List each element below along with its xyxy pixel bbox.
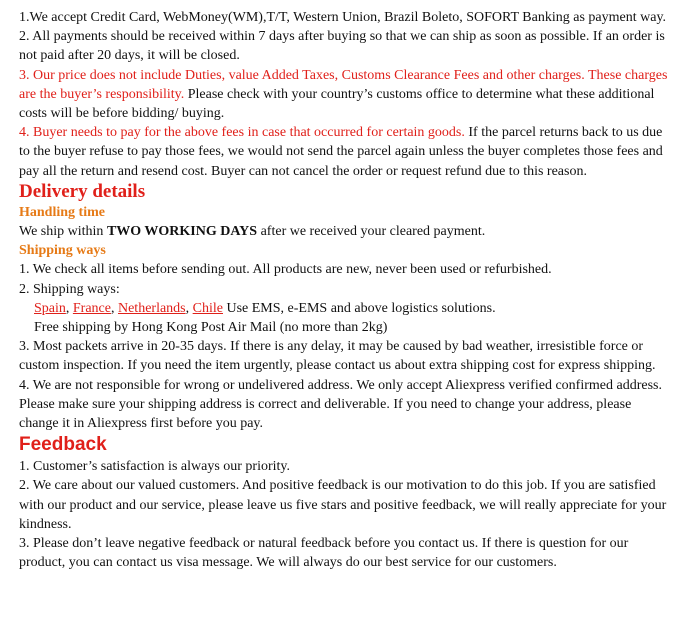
free-shipping-text: Free shipping by Hong Kong Post Air Mail (no more than 2kg) (34, 320, 388, 336)
shipping-item-2: 2. Shipping ways: (19, 281, 120, 297)
country-sep: , (65, 300, 73, 316)
handling-pre: We ship within (19, 224, 107, 240)
shipping-item-3: 3. Most packets arrive in 20-35 days. If there is any delay, it may be caused by bad weather, irresistible force or custom inspection. If you need the item urgently, please contact us about extra shipping cost for express shipping. (19, 339, 656, 374)
fees-note: If the parcel returns back to us due to the buyer refuse to pay those fees, we would not send the parcel again unless the buyer completes those fees and pay all the return and resend cost. Buyer can not cancel the order or request refund due to this reason. (19, 125, 663, 179)
countries-line (19, 299, 670, 318)
duties-warning: 3. Our price does not include Duties, value Added Taxes, Customs Clearance Fees and other charges. These charges are the buyer’s responsibility. (19, 67, 668, 102)
country-sep: , (185, 300, 193, 316)
handling-days: TWO WORKING DAYS (106, 224, 258, 240)
feedback-heading: Feedback (19, 434, 107, 456)
country-sep: , (110, 300, 118, 316)
shipping-ways-heading: Shipping ways (19, 243, 106, 259)
country-link-spain[interactable]: Spain (34, 300, 66, 316)
feedback-item-2: 2. We care about our valued customers. And positive feedback is our motivation to do this job. If you are satisfied with our product and our service, please leave us five stars and positive feedback, we will really appreciate for your kindness. (19, 478, 667, 532)
payment-deadline-text: 2. All payments should be received within 7 days after buying so that we can ship as soon as possible. If an order is not paid after 20 days, it will be closed. (19, 29, 665, 64)
countries-post: Use EMS, e-EMS and above logistics solutions. (222, 300, 496, 316)
duties-note: Please check with your country’s customs office to determine what these additional costs will be before bidding/ buying. (19, 86, 655, 122)
feedback-item-1: 1. Customer’s satisfaction is always our priority. (19, 459, 291, 475)
country-link-chile[interactable]: Chile (192, 300, 223, 316)
country-link-netherlands[interactable]: Netherlands (117, 300, 186, 316)
fees-warning: 4. Buyer needs to pay for the above fees in case that occurred for certain goods. (19, 125, 465, 141)
fees-paragraph (19, 123, 670, 181)
payment-methods-text: 1.We accept Credit Card, WebMoney(WM),T/T, Western Union, Brazil Boleto, SOFORT Banking as payment way. (19, 10, 667, 25)
handling-post: after we received your cleared payment. (257, 224, 486, 240)
handling-time-heading: Handling time (19, 204, 105, 220)
shipping-item-1: 1. We check all items before sending out. All products are new, never been used or refurbished. (19, 262, 552, 278)
delivery-heading: Delivery details (19, 180, 146, 202)
country-link-france[interactable]: France (72, 300, 111, 316)
feedback-item-3: 3. Please don’t leave negative feedback or natural feedback before you contact us. If there is question for our product, you can contact us visa message. We will always do our best service for our customers. (19, 536, 629, 571)
handling-time-text (19, 222, 670, 241)
duties-paragraph (19, 66, 670, 124)
shipping-item-4: 4. We are not responsible for wrong or undelivered address. We only accept Aliexpress verified confirmed address. Please make sure your shipping address is correct and deliverable. If you need to change your address, please change it in Aliexpress first before you pay. (19, 377, 662, 432)
